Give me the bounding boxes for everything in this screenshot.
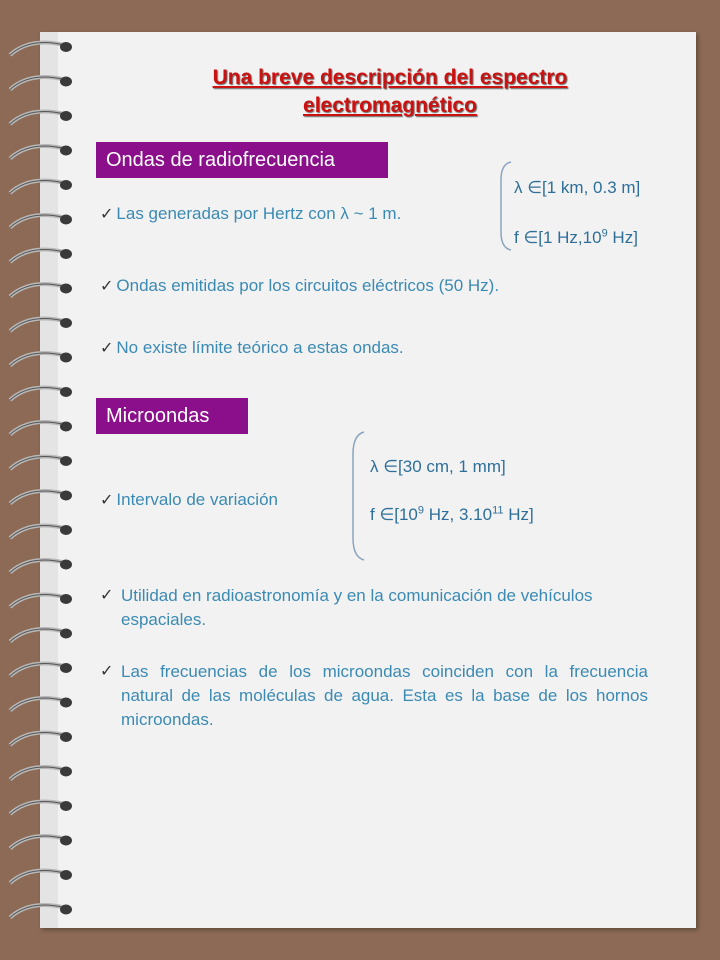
check-icon: ✓ [100, 587, 114, 604]
spiral-ring [10, 629, 72, 642]
spiral-binding [0, 0, 90, 960]
section-heading: Ondas de radiofrecuencia [106, 149, 336, 171]
spiral-ring [10, 146, 72, 159]
brace-icon [348, 430, 366, 562]
spiral-ring [10, 698, 72, 711]
check-icon: ✓ [100, 340, 114, 357]
spiral-ring [10, 560, 72, 573]
spiral-ring [10, 42, 72, 55]
check-icon: ✓ [100, 206, 114, 223]
check-icon: ✓ [100, 278, 114, 295]
list-item: ✓ Utilidad en radioastronomía y en la comunicación de vehículos espaciales. [100, 584, 648, 632]
spiral-ring [10, 456, 72, 469]
spiral-ring [10, 836, 72, 849]
list-item: ✓ Las generadas por Hertz con λ ~ 1 m. [100, 204, 402, 223]
micro-frequency-range: f $\in[10^9$ Hz, 3.10$^{11}$ Hz] [370, 504, 534, 524]
spiral-ring [10, 732, 72, 745]
spiral-ring [10, 491, 72, 504]
list-item: ✓ Intervalo de variación [100, 490, 278, 509]
radio-frequency-range: f ∈[1 $Hz,10^9$ Hz] [514, 227, 638, 247]
page-title [150, 64, 630, 120]
spiral-ring [10, 801, 72, 814]
spiral-ring [10, 284, 72, 297]
spiral-ring [10, 905, 72, 918]
section-radiofrequency [96, 142, 388, 178]
section-microwaves [96, 398, 248, 434]
spiral-ring [10, 387, 72, 400]
spiral-ring [10, 594, 72, 607]
spiral-ring [10, 215, 72, 228]
brace-icon [497, 160, 513, 252]
check-icon: ✓ [100, 663, 114, 680]
check-icon: ✓ [100, 492, 114, 509]
spiral-ring [10, 249, 72, 262]
spiral-ring [10, 77, 72, 90]
list-item: ✓ Ondas emitidas por los circuitos eléctricos (50 Hz). [100, 276, 500, 295]
spiral-ring [10, 525, 72, 538]
spiral-ring [10, 870, 72, 883]
micro-wavelength-range: λ ∈[30 cm, 1 mm] [370, 457, 506, 476]
spiral-ring [10, 318, 72, 331]
title-line-2: electromagnético [303, 94, 477, 117]
spiral-ring [10, 353, 72, 366]
list-item: ✓ No existe límite teórico a estas ondas. [100, 338, 404, 357]
list-item: ✓ Las frecuencias de los microondas coinciden con la frecuencia natural de las moléculas de agua. Esta es la base de los hornos microondas. [100, 660, 648, 732]
spiral-ring [10, 767, 72, 780]
spiral-ring [10, 663, 72, 676]
spiral-ring [10, 180, 72, 193]
spiral-ring [10, 111, 72, 124]
radio-wavelength-range: λ ∈[1 km, 0.3 m] [514, 178, 641, 197]
section-heading: Microondas [106, 405, 210, 427]
title-line-1: Una breve descripción del espectro [212, 66, 568, 89]
spiral-ring [10, 422, 72, 435]
